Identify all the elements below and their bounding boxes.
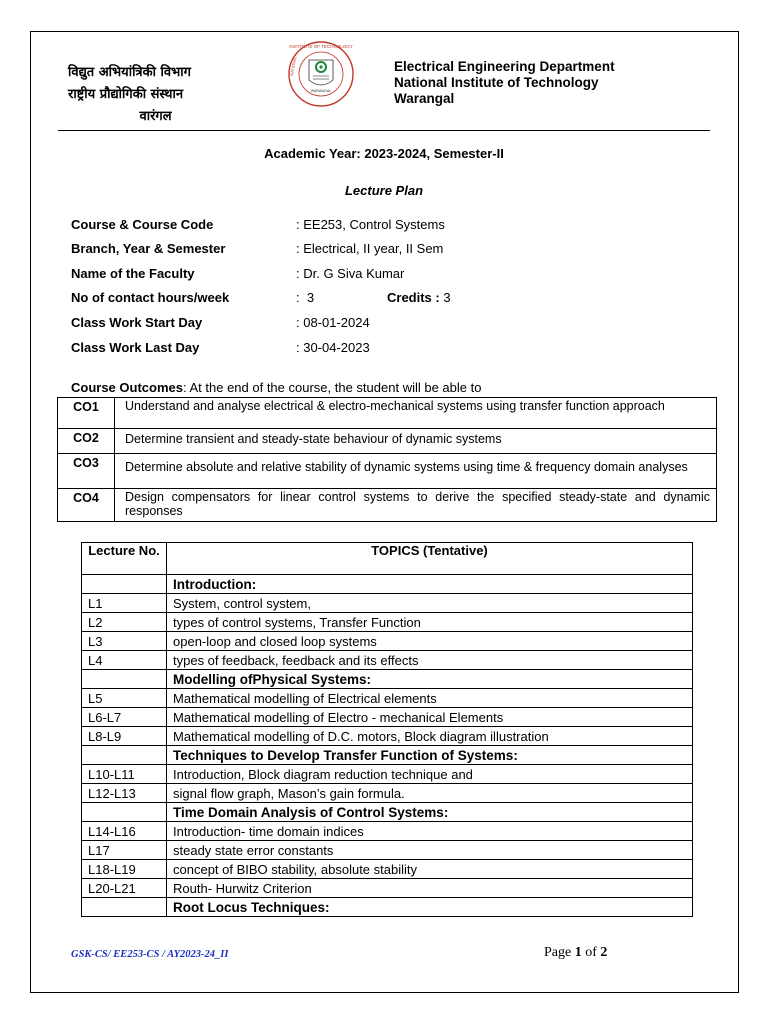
lecture-topic: Mathematical modelling of D.C. motors, Block diagram illustration: [167, 727, 693, 746]
page-total: 2: [600, 945, 608, 960]
dept-name: Electrical Engineering Department: [394, 59, 615, 74]
topics-header: TOPICS (Tentative): [167, 543, 693, 575]
lecture-topic: signal flow graph, Mason’s gain formula.: [167, 784, 693, 803]
lecture-row: [82, 879, 693, 898]
info-value-hours: : 3: [296, 290, 315, 305]
section-heading: Modelling ofPhysical Systems:: [167, 670, 693, 689]
lecture-topic: System, control system,: [167, 594, 693, 613]
lecture-topic: Introduction- time domain indices: [167, 822, 693, 841]
page-number: [544, 945, 607, 961]
lecture-row: [82, 822, 693, 841]
info-value-start: : 08-01-2024: [296, 315, 370, 330]
lecture-topic: steady state error constants: [167, 841, 693, 860]
co-row: [58, 429, 717, 454]
lecture-row: [82, 708, 693, 727]
lecture-header-row: [82, 543, 693, 575]
info-label-start: Class Work Start Day: [71, 315, 203, 330]
lecture-row: [82, 613, 693, 632]
lecture-number: L5: [82, 689, 167, 708]
lecture-no-header: Lecture No.: [82, 543, 167, 575]
co-code: CO1: [58, 398, 115, 429]
lecture-row: [82, 784, 693, 803]
dept-header: [394, 59, 615, 107]
lecture-number: [82, 575, 167, 594]
info-label-branch: Branch, Year & Semester: [71, 241, 226, 256]
academic-year: Academic Year: 2023-2024, Semester-II: [264, 146, 504, 161]
lecture-number: L6-L7: [82, 708, 167, 727]
lecture-number: [82, 746, 167, 765]
lecture-number: L4: [82, 651, 167, 670]
lecture-number: L3: [82, 632, 167, 651]
page-prefix: Page: [544, 945, 575, 960]
lecture-section-row: [82, 746, 693, 765]
lecture-number: [82, 803, 167, 822]
lecture-row: [82, 594, 693, 613]
institute-name: National Institute of Technology: [394, 75, 599, 90]
lecture-topic: Routh- Hurwitz Criterion: [167, 879, 693, 898]
lecture-number: L17: [82, 841, 167, 860]
info-label-end: Class Work Last Day: [71, 340, 200, 355]
lecture-topic: types of feedback, feedback and its effects: [167, 651, 693, 670]
lecture-topic: Mathematical modelling of Electro - mechanical Elements: [167, 708, 693, 727]
section-heading: Introduction:: [167, 575, 693, 594]
section-heading: Time Domain Analysis of Control Systems:: [167, 803, 693, 822]
info-label-faculty: Name of the Faculty: [71, 266, 195, 281]
city-name: Warangal: [394, 91, 455, 106]
lecture-number: [82, 670, 167, 689]
co-text: Design compensators for linear control systems to derive the specified steady-state and dynamic responses: [115, 489, 717, 522]
section-heading: Root Locus Techniques:: [167, 898, 693, 917]
co-code: CO2: [58, 429, 115, 454]
co-row: [58, 489, 717, 522]
page-of: of: [581, 945, 601, 960]
lecture-row: [82, 765, 693, 784]
lecture-rows: [82, 575, 693, 917]
lecture-row: [82, 689, 693, 708]
hindi-header: [68, 62, 243, 128]
co-code: CO3: [58, 454, 115, 489]
credits: [387, 290, 451, 305]
co-text: Determine absolute and relative stability of dynamic systems using time & frequency domain analyses: [115, 454, 717, 489]
logo-top-text: INSTITUTE OF TECHNOLOGY: [289, 44, 353, 49]
lecture-topic: open-loop and closed loop systems: [167, 632, 693, 651]
lecture-section-row: [82, 670, 693, 689]
lecture-row: [82, 860, 693, 879]
nit-warangal-logo: [287, 40, 355, 108]
credits-value: 3: [439, 290, 451, 305]
course-outcomes-intro: [71, 380, 481, 395]
lecture-number: L12-L13: [82, 784, 167, 803]
co-row: [58, 398, 717, 429]
info-value-faculty: : Dr. G Siva Kumar: [296, 266, 405, 281]
course-outcomes-intro-text: : At the end of the course, the student will be able to: [182, 380, 482, 395]
co-row: [58, 454, 717, 489]
info-label-hours: No of contact hours/week: [71, 290, 230, 305]
co-code: CO4: [58, 489, 115, 522]
info-value-end: : 30-04-2023: [296, 340, 370, 355]
co-text: Understand and analyse electrical & electro-mechanical systems using transfer function approach: [115, 398, 717, 429]
lecture-section-row: [82, 803, 693, 822]
logo-left-text: NATIONAL: [289, 55, 298, 77]
hindi-dept-line: विद्युत अभियांत्रिकी विभाग: [68, 65, 191, 80]
footer-reference: GSK-CS/ EE253-CS / AY2023-24_II: [71, 949, 229, 960]
lecture-number: L8-L9: [82, 727, 167, 746]
co-text: Determine transient and steady-state behaviour of dynamic systems: [115, 429, 717, 454]
lecture-number: L2: [82, 613, 167, 632]
lecture-number: L14-L16: [82, 822, 167, 841]
page-current: 1: [574, 945, 582, 960]
lecture-row: [82, 727, 693, 746]
logo-bottom-text: WARANGAL: [310, 89, 332, 93]
hindi-city-line: वारंगल: [139, 109, 172, 124]
hindi-institute-line: राष्ट्रीय प्रौद्योगिकी संस्थान: [68, 87, 184, 102]
lecture-number: L18-L19: [82, 860, 167, 879]
lecture-row: [82, 651, 693, 670]
lecture-number: L20-L21: [82, 879, 167, 898]
info-value-course: : EE253, Control Systems: [296, 217, 445, 232]
header-divider: [58, 130, 710, 131]
lecture-topic: types of control systems, Transfer Function: [167, 613, 693, 632]
lecture-number: [82, 898, 167, 917]
lecture-table: [81, 542, 693, 917]
lecture-number: L10-L11: [82, 765, 167, 784]
course-outcomes-table: [57, 397, 717, 522]
info-label-course: Course & Course Code: [71, 217, 214, 232]
lecture-section-row: [82, 898, 693, 917]
course-outcomes-label: Course Outcomes: [71, 380, 183, 395]
lecture-row: [82, 841, 693, 860]
lecture-row: [82, 632, 693, 651]
lecture-section-row: [82, 575, 693, 594]
lecture-plan-title: Lecture Plan: [344, 183, 424, 198]
lecture-topic: Mathematical modelling of Electrical elements: [167, 689, 693, 708]
credits-label: Credits :: [387, 290, 440, 305]
section-heading: Techniques to Develop Transfer Function of Systems:: [167, 746, 693, 765]
lecture-number: L1: [82, 594, 167, 613]
lecture-topic: Introduction, Block diagram reduction technique and: [167, 765, 693, 784]
lecture-topic: concept of BIBO stability, absolute stability: [167, 860, 693, 879]
info-value-branch: : Electrical, II year, II Sem: [296, 241, 444, 256]
